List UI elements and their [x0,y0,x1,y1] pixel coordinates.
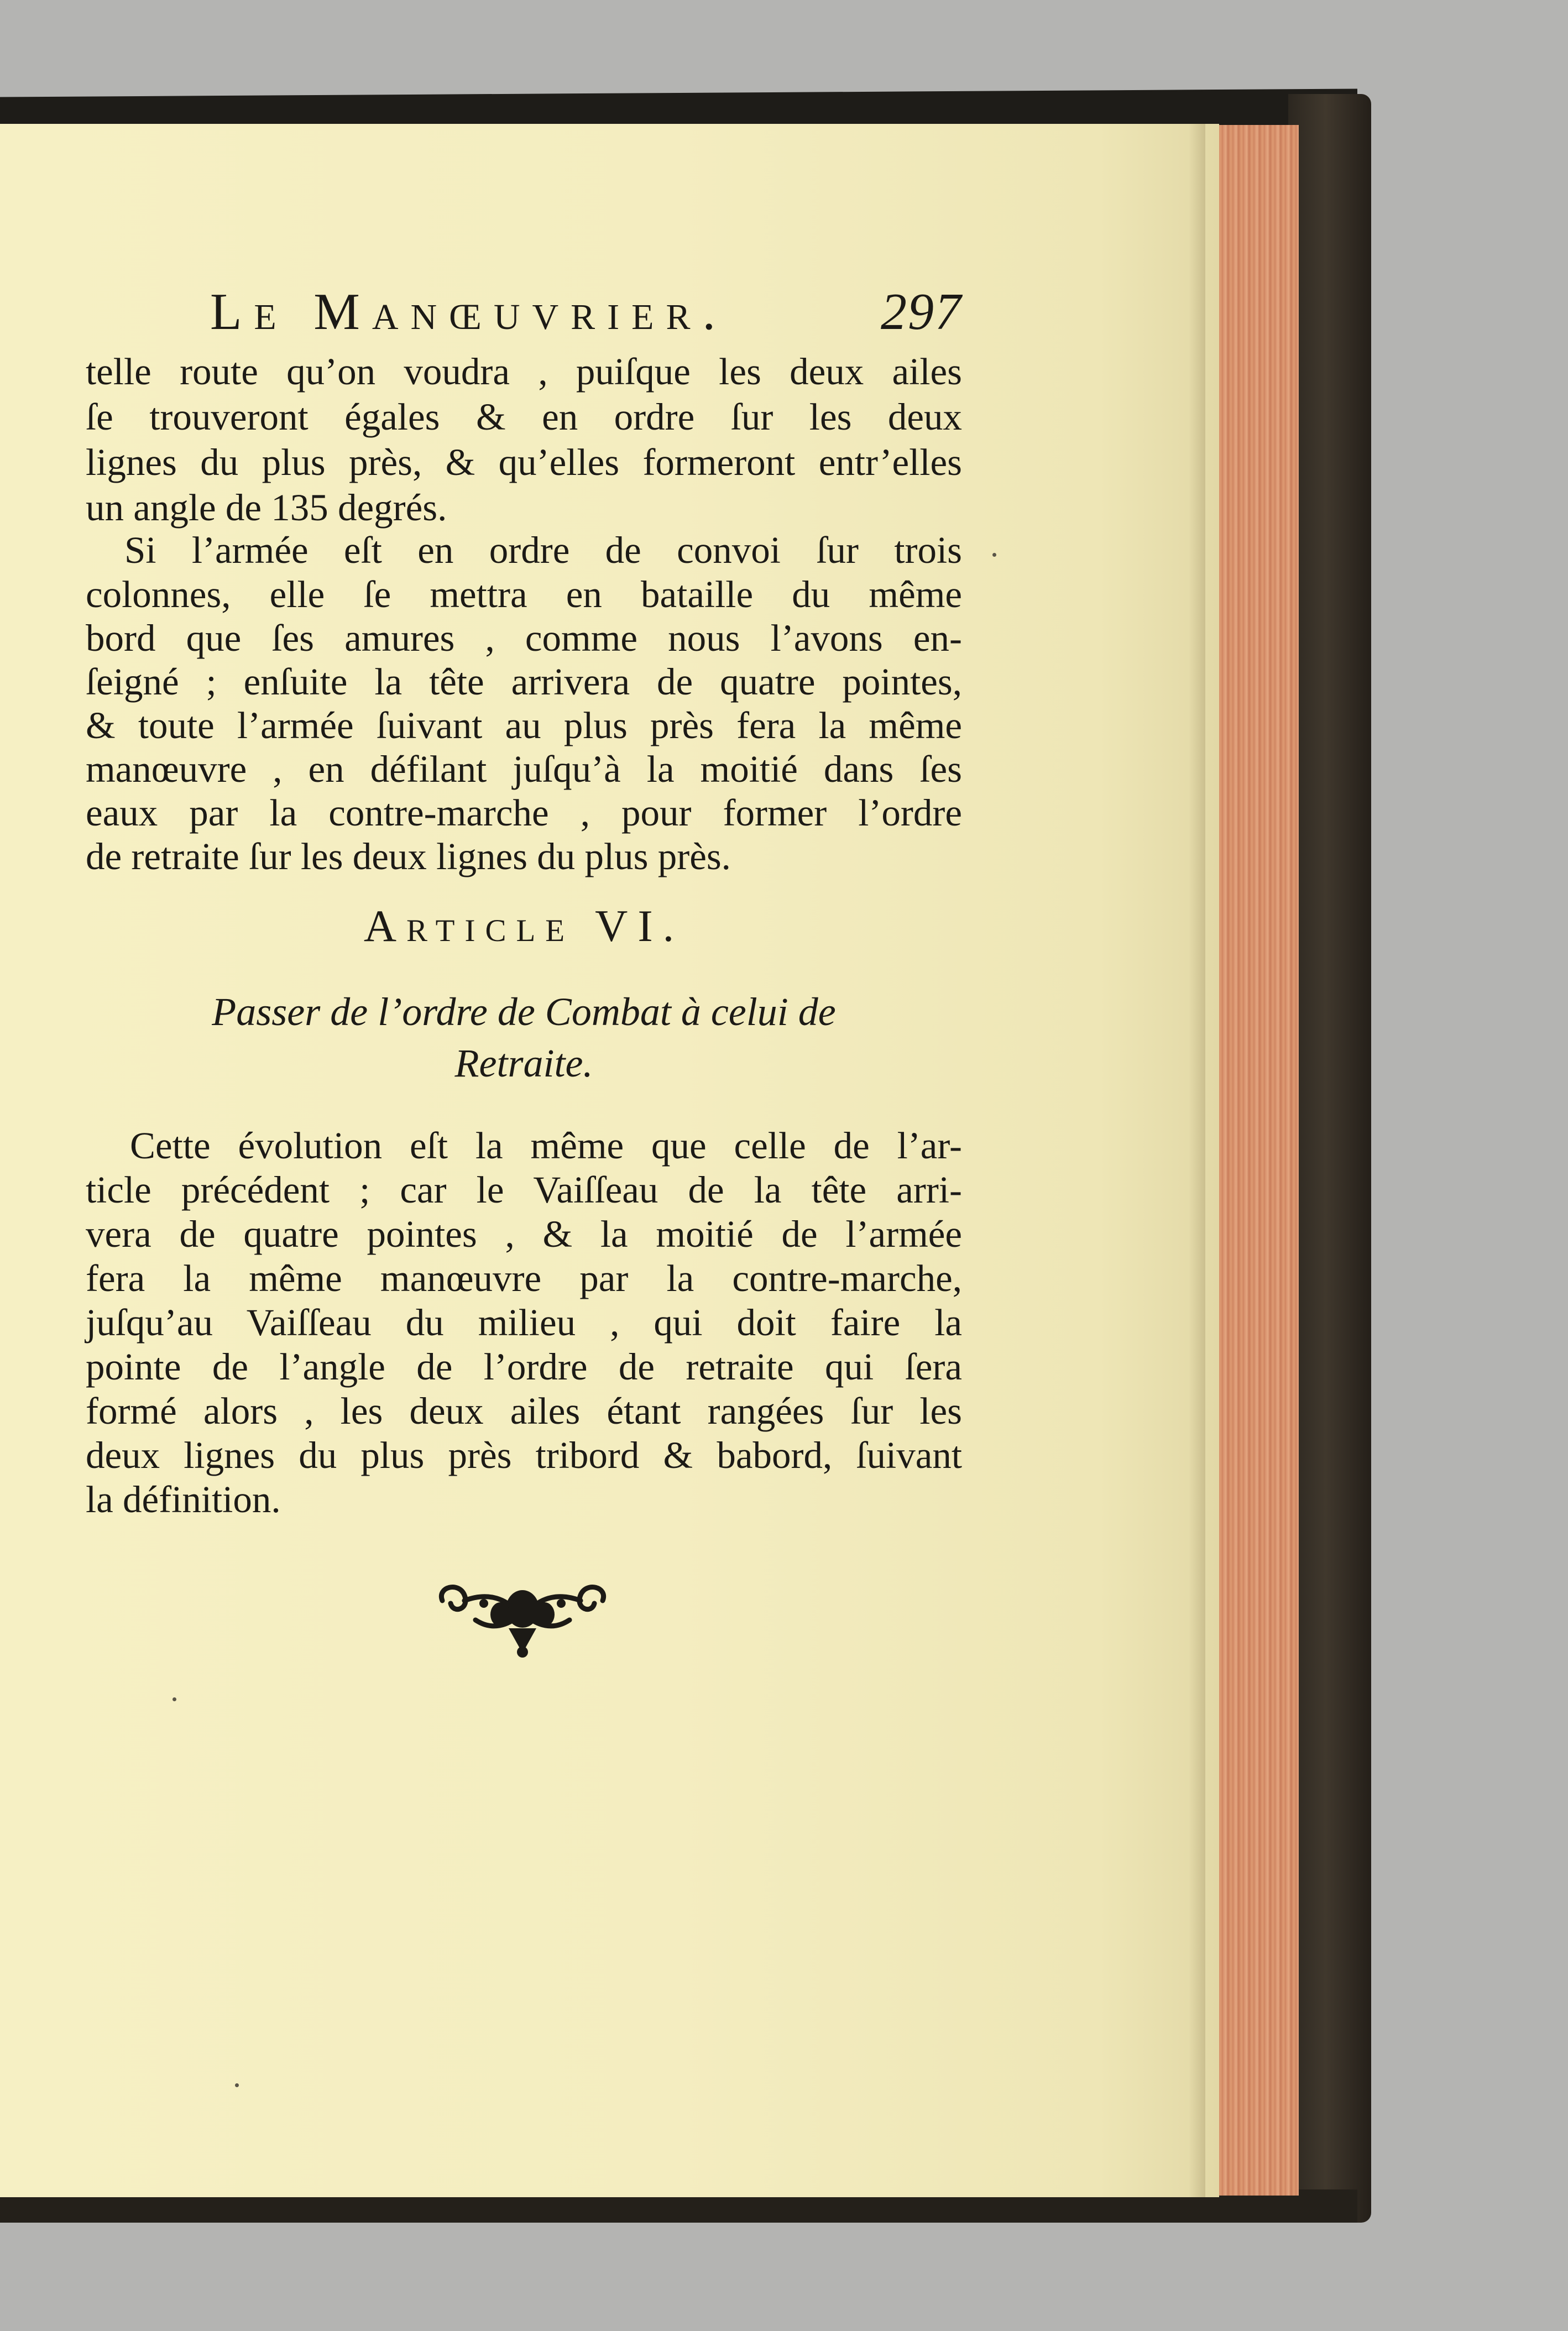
running-head [210,282,962,343]
paragraph2-line: eaux par la contre-marche , pour former l’ordre [86,792,962,834]
paragraph3-line: ticle précédent ; car le Vaiſſeau de la tête arri- [86,1169,962,1211]
paragraph1-line: un angle de 135 degrés. [86,487,447,529]
paragraph3-line: vera de quatre pointes , & la moitié de l’armée [86,1213,962,1255]
article-subheading-line: Retraite. [454,1041,593,1085]
paragraph1-line: telle route qu’on voudra , puiſque les deux ailes [86,351,962,393]
paragraph3-line: formé alors , les deux ailes étant rangées ſur les [86,1390,962,1432]
paragraph3-line: deux lignes du plus près tribord & babord, ſuivant [86,1434,962,1476]
paper-speck [173,1697,176,1701]
paragraph3-line: pointe de l’angle de l’ordre de retraite qui ſera [86,1346,962,1388]
paper-speck [992,553,996,557]
page-number: 297 [881,283,962,341]
paragraph3-line: juſqu’au Vaiſſeau du milieu , qui doit faire la [86,1302,962,1344]
paragraph2-line: bord que ſes amures , comme nous l’avons en- [86,617,962,659]
fleuron-ornament-icon [431,1570,614,1659]
book-cover-spine [1288,94,1371,2223]
paragraph3-line: Cette évolution eſt la même que celle de l’ar- [130,1125,962,1167]
paragraph3-line: fera la même manœuvre par la contre-marche, [86,1257,962,1299]
paragraph2-line: colonnes, elle ſe mettra en bataille du même [86,573,962,615]
paragraph2-line: ſeigné ; enſuite la tête arrivera de quatre pointes, [86,661,962,703]
running-head-title: Le Manœuvrier. [210,283,728,341]
paper-speck [235,2083,239,2087]
paragraph2-line: manœuvre , en défilant juſqu’à la moitié dans ſes [86,748,962,790]
article-heading: Article VI. [363,901,684,951]
paragraph2-line: de retraite ſur les deux lignes du plus près. [86,835,731,877]
paragraph1-line: lignes du plus près, & qu’elles formeront entr’elles [86,441,962,483]
page-gutter-shadow [1189,124,1205,2197]
article-subheading-line: Passer de l’ordre de Combat à celui de [212,990,836,1034]
paragraph2-line: & toute l’armée ſuivant au plus près fera la même [86,704,962,746]
paragraph1-line: ſe trouveront égales & en ordre ſur les deux [86,396,962,438]
paragraph3-line: la définition. [86,1478,281,1520]
paragraph2-line: Si l’armée eſt en ordre de convoi ſur trois [124,529,962,571]
